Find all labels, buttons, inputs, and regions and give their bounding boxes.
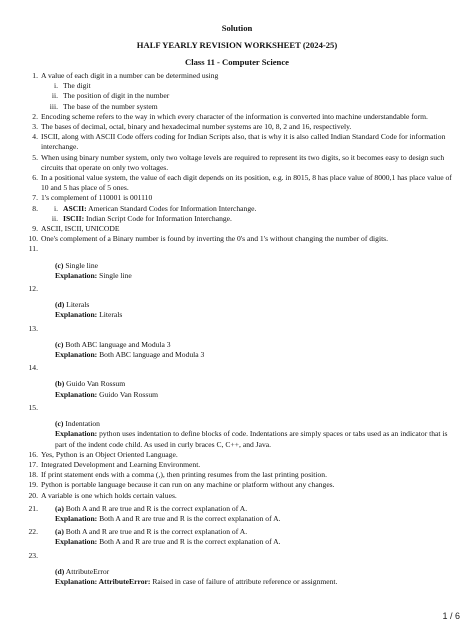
answer-text: Python is portable language because it can run on any machine or platform without any changes.	[41, 480, 335, 490]
list-item: i. The digit	[53, 81, 91, 91]
question-23: 23. (d) AttributeError Explanation: AttributeError: Raised in case of failure of attribute reference or assignment.	[20, 551, 454, 588]
question-1	[20, 71, 454, 112]
explanation: Explanation: Single line	[55, 270, 132, 280]
answer-text: A variable is one which holds certain values.	[41, 490, 177, 500]
answer-text: 1's complement of 110001 is 001110	[41, 193, 153, 203]
answer-choice: (d) AttributeError	[55, 566, 110, 576]
question-15: 15. (c) Indentation Explanation: python uses indentation to define blocks of code. Indentations are simply spaces or tabs used as an indicator that is part of the indent code child. As used in curly braces C, C++, and Java.	[20, 403, 454, 450]
question-10: 10. One's complement of a Binary number is found by inverting the 0's and 1's without changing the number of digits.	[28, 234, 389, 244]
question-7: 7. 1's complement of 110001 is 001110	[32, 193, 153, 203]
explanation: Explanation: Guido Van Rossum	[55, 389, 159, 399]
question-2: 2. Encoding scheme refers to the way in which every character of the information is converted into machine understandable form.	[32, 111, 428, 121]
worksheet-title: HALF YEARLY REVISION WORKSHEET (2024-25)	[136, 40, 338, 50]
question-8: 8. i. ASCII: American Standard Codes for Information Interchange. ii. ISCII: Indian Script Code for Information Interchange.	[20, 204, 454, 224]
question-22: 22. (a) Both A and R are true and R is the correct explanation of A. Explanation: Both A and R are true and R is the correct explanation of A.	[20, 527, 454, 547]
explanation: Explanation: AttributeError: Raised in case of failure of attribute reference or assignment.	[55, 576, 338, 586]
explanation: Explanation: Literals	[55, 310, 123, 320]
question-11: 11. (c) Single line Explanation: Single line	[20, 244, 454, 281]
question-17: 17. Integrated Development and Learning Environment.	[28, 459, 201, 469]
question-9: 9. ASCII, ISCII, UNICODE	[32, 224, 120, 234]
question-18: 18. If print statement ends with a comma (,), then printing resumes from the last printing position.	[28, 470, 327, 480]
question-21: 21. (a) Both A and R are true and R is the correct explanation of A. Explanation: Both A and R are true and R is the correct explanation of A.	[20, 504, 454, 524]
explanation: Explanation: Both A and R are true and R is the correct explanation of A.	[55, 513, 281, 523]
list-item: ii. The position of digit in the number	[51, 91, 170, 101]
answer-list	[20, 71, 454, 587]
answer-text: If print statement ends with a comma (,), then printing resumes from the last printing position.	[41, 470, 327, 480]
question-13: 13. (c) Both ABC language and Modula 3 Explanation: Both ABC language and Modula 3	[20, 324, 454, 361]
list-item: ii. ISCII: Indian Script Code for Information Interchange.	[51, 213, 232, 223]
answer-text: ASCII, ISCII, UNICODE	[41, 224, 120, 234]
question-5: 5. When using binary number system, only two voltage levels are required to represent its two digits, so it becomes easy to design such circuits that operate on only two voltages.	[32, 152, 445, 172]
list-item: iii. The base of the number system	[49, 101, 158, 111]
explanation: Explanation: python uses indentation to define blocks of code. Indentations are simply spaces or tabs used as an indicator that is part of the indent code child. As used in curly braces C, C++, and Java.	[55, 429, 448, 449]
answer-choice: (c) Both ABC language and Modula 3	[55, 339, 171, 349]
class-subject-title: Class 11 - Computer Science	[185, 57, 289, 67]
answer-choice: (a) Both A and R are true and R is the correct explanation of A.	[55, 527, 248, 537]
solution-title: Solution	[221, 23, 253, 33]
answer-text: Encoding scheme refers to the way in which every character of the information is converted into machine understandable form.	[41, 111, 428, 121]
answer-text: When using binary number system, only two voltage levels are required to represent its two digits, so it becomes easy to design such circuits that operate on only two voltages.	[41, 152, 445, 172]
explanation: Explanation: Both A and R are true and R is the correct explanation of A.	[55, 537, 281, 547]
answer-choice: (b) Guido Van Rossum	[55, 379, 126, 389]
answer-choice: (c) Indentation	[55, 419, 100, 429]
answer-text: The bases of decimal, octal, binary and hexadecimal number systems are 10, 8, 2 and 16, respectively.	[41, 122, 352, 132]
question-20: 20. A variable is one which holds certain values.	[28, 490, 177, 500]
question-6: 6. In a positional value system, the value of each digit depends on its position, e.g. in 8015, 8 has place value of 8000,1 has place value of 10 and 5 has place of 5 ones.	[32, 173, 452, 193]
question-19: 19. Python is portable language because it can run on any machine or platform without any changes.	[28, 480, 335, 490]
page-indicator: 1 / 6	[442, 611, 460, 621]
question-14: 14. (b) Guido Van Rossum Explanation: Guido Van Rossum	[20, 363, 454, 400]
answer-text: Integrated Development and Learning Environment.	[41, 459, 201, 469]
question-4: 4. ISCII, along with ASCII Code offers coding for Indian Scripts also, that is why it is also called Indian Standard Code for information interchange.	[32, 132, 446, 152]
answer-choice: (d) Literals	[55, 300, 90, 310]
answer-choice: (c) Single line	[55, 260, 99, 270]
answer-text: Yes, Python is an Object Oriented Language.	[41, 449, 178, 459]
list-item: i. ASCII: American Standard Codes for Information Interchange.	[53, 203, 257, 213]
answer-text: ISCII, along with ASCII Code offers coding for Indian Scripts also, that is why it is also called Indian Standard Code for information interchange.	[41, 132, 446, 152]
question-text: A value of each digit in a number can be determined using	[41, 71, 219, 80]
answer-choice: (a) Both A and R are true and R is the correct explanation of A.	[55, 503, 248, 513]
answer-text: In a positional value system, the value of each digit depends on its position, e.g. in 8015, 8 has place value of 8000,1 has place value of 10 and 5 has place of 5 ones.	[41, 173, 452, 193]
explanation: Explanation: Both ABC language and Modula 3	[55, 350, 205, 360]
answer-text: One's complement of a Binary number is found by inverting the 0's and 1's without changing the number of digits.	[41, 234, 389, 244]
question-16: 16. Yes, Python is an Object Oriented Language.	[28, 449, 178, 459]
question-12: 12. (d) Literals Explanation: Literals	[20, 284, 454, 321]
question-3: 3. The bases of decimal, octal, binary and hexadecimal number systems are 10, 8, 2 and 16, respectively.	[32, 122, 352, 132]
question-number: 1.	[32, 71, 38, 80]
